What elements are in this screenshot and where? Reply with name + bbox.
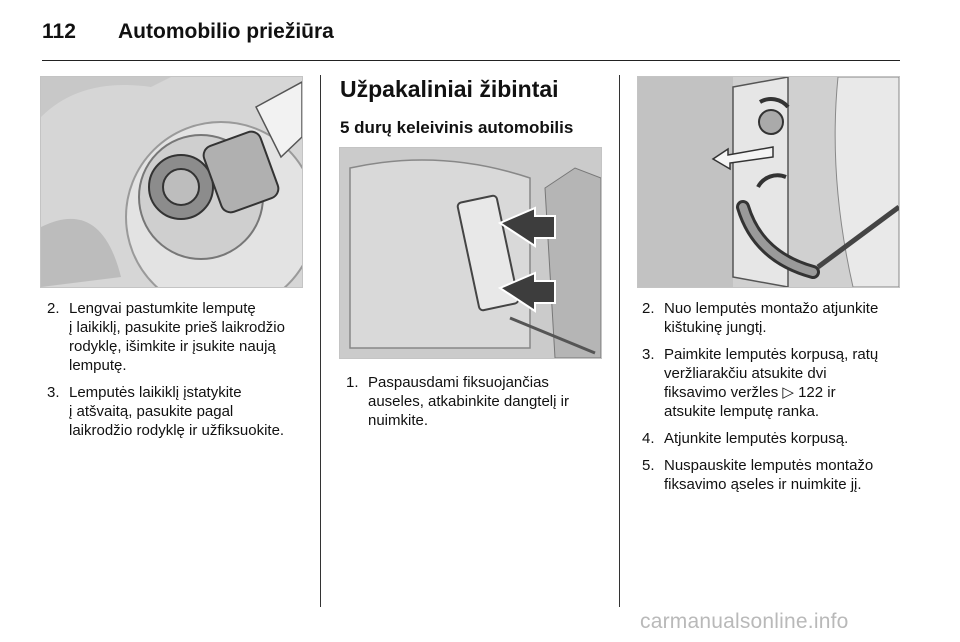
list-item: 3. Paimkite lemputės korpusą, ratų veržliarakčiu atsukite dvi fiksavimo veržles ▷ 122 ir atsukite lemputę ranka. xyxy=(642,346,879,420)
bulb-holder-illustration xyxy=(40,76,303,288)
section-title: Užpakaliniai žibintai xyxy=(340,76,559,102)
list-item: 2. Lengvai pastumkite lemputę į laikiklį, pasukite prieš laikrodžio rodyklę, išimkite ir įsukite naują lemputę. xyxy=(47,300,285,374)
list-item: 3. Lemputės laikiklį įstatykite į atšvaitą, pasukite pagal laikrodžio rodyklę ir užfiksuokite. xyxy=(47,384,285,439)
list-item: 4. Atjunkite lemputės korpusą. xyxy=(642,430,849,447)
watermark: carmanualsonline.info xyxy=(640,610,849,633)
list-item: 1. Paspausdami fiksuojančias auseles, atkabinkite dangtelį ir nuimkite. xyxy=(346,374,569,429)
section-subtitle: 5 durų keleivinis automobilis xyxy=(340,118,574,137)
cover-removal-illustration xyxy=(339,147,602,359)
list-item: 5. Nuspauskite lemputės montažo fiksavimo ąseles ir nuimkite jį. xyxy=(642,457,874,493)
column-divider-right xyxy=(619,75,620,607)
middle-step-list xyxy=(346,373,616,438)
list-item: 2. Nuo lemputės montažo atjunkite kištukinę jungtį. xyxy=(642,300,879,336)
left-step-list xyxy=(47,299,317,448)
page-header-title: Automobilio priežiūra xyxy=(118,20,334,43)
column-divider-left xyxy=(320,75,321,607)
right-step-list xyxy=(642,299,907,502)
header-divider xyxy=(42,60,900,61)
page-number: 112 xyxy=(42,20,76,43)
lamp-housing-illustration xyxy=(637,76,900,288)
